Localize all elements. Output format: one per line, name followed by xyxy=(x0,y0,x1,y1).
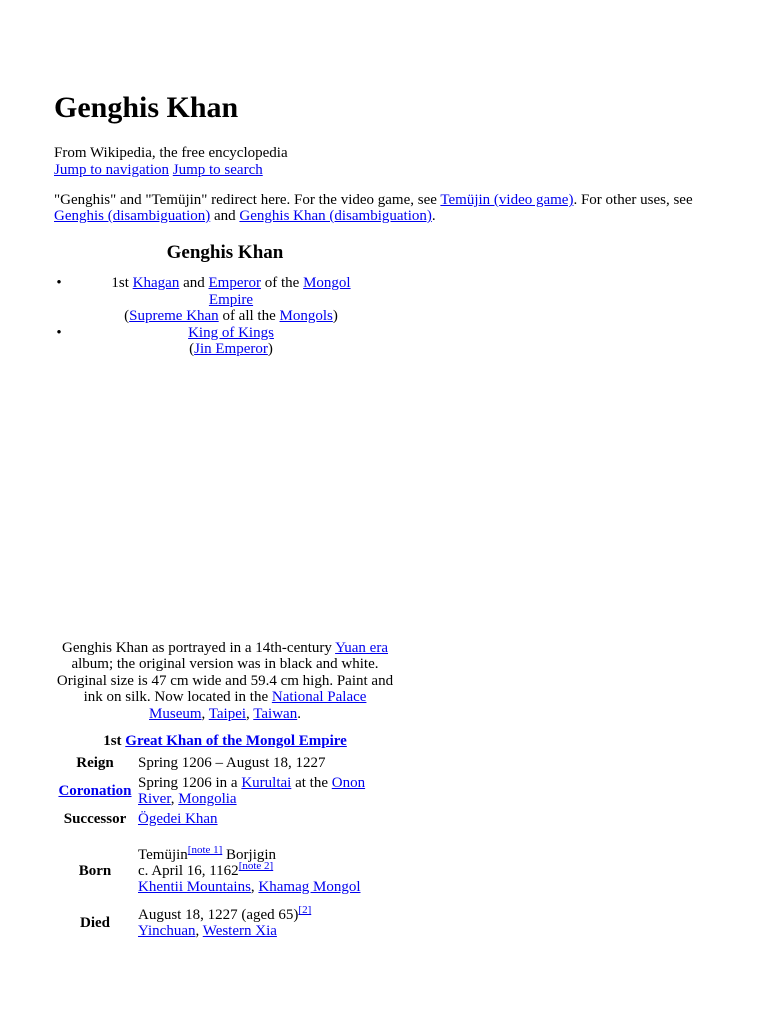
coronation-text: Spring 1206 in a xyxy=(138,775,242,791)
title-text: of the xyxy=(260,275,304,291)
khamag-mongol-link[interactable]: Khamag Mongol xyxy=(258,879,361,895)
birth-date: c. April 16, 1162 xyxy=(138,863,239,879)
great-khan-link[interactable]: Great Khan of the Mongol Empire xyxy=(125,733,347,749)
taipei-link[interactable]: Taipei xyxy=(208,705,247,722)
table-row xyxy=(54,845,390,897)
infobox-subheader xyxy=(54,731,396,751)
caption-text: , xyxy=(201,705,209,722)
note-2-link[interactable]: [note 2] xyxy=(238,860,274,872)
jin-emperor-link[interactable]: Jin Emperor xyxy=(194,341,268,357)
caption-text: album; the original version was in black and white. Original size is 47 cm wide and 59.4 cm high. Paint and ink on silk. Now located in the xyxy=(56,656,394,705)
born-label: Born xyxy=(78,863,112,879)
death-date: August 18, 1227 (aged 65) xyxy=(138,907,299,923)
caption-text: . xyxy=(297,705,301,722)
khagan-link[interactable]: Khagan xyxy=(132,275,180,291)
image-caption xyxy=(54,640,396,723)
jump-to-navigation-link[interactable]: Jump to navigation xyxy=(54,162,169,178)
list-item xyxy=(56,275,368,325)
infobox xyxy=(54,241,396,941)
table-row xyxy=(54,905,390,941)
bullet-icon: • xyxy=(56,324,62,341)
title-text: of all the xyxy=(218,308,280,324)
died-value xyxy=(136,905,390,941)
jump-to-search-link[interactable]: Jump to search xyxy=(172,162,263,178)
reign-label: Reign xyxy=(76,755,114,771)
hatnote-text: "Genghis" and "Temüjin" redirect here. For the video game, see xyxy=(54,192,441,208)
mongol-empire-link[interactable]: Mongol Empire xyxy=(208,275,351,308)
hatnote-text: and xyxy=(210,208,240,224)
table-row xyxy=(54,897,390,905)
separator: , xyxy=(195,923,203,939)
ref-2-link[interactable]: [2] xyxy=(298,904,312,916)
title-text: ) xyxy=(332,308,338,324)
national-palace-museum-link[interactable]: National Palace Museum xyxy=(149,689,367,722)
list-item xyxy=(56,324,368,358)
temujin-video-game-link[interactable]: Temüjin (video game) xyxy=(440,192,574,208)
successor-label: Successor xyxy=(63,811,127,827)
site-tagline: From Wikipedia, the free encyclopedia xyxy=(54,145,288,161)
table-row xyxy=(54,829,390,845)
birth-name: Temüjin xyxy=(138,847,188,863)
title-text: ( xyxy=(189,341,195,357)
coronation-label xyxy=(54,773,136,809)
jump-links xyxy=(54,161,263,179)
emperor-link[interactable]: Emperor xyxy=(208,275,261,291)
yuan-era-link[interactable]: Yuan era xyxy=(335,639,388,656)
caption-text: , xyxy=(246,705,254,722)
hatnote-text: . For other uses, see xyxy=(573,192,693,208)
page-title: Genghis Khan xyxy=(54,91,239,124)
ogedei-khan-link[interactable]: Ögedei Khan xyxy=(138,811,218,827)
mongolia-link[interactable]: Mongolia xyxy=(178,791,237,807)
coronation-value xyxy=(136,773,390,809)
separator: , xyxy=(250,879,259,895)
king-of-kings-link[interactable]: King of Kings xyxy=(188,324,274,341)
genghis-khan-disambiguation-link[interactable]: Genghis Khan (disambiguation) xyxy=(239,208,432,224)
mongols-link[interactable]: Mongols xyxy=(279,308,333,324)
title-text: and xyxy=(179,275,209,291)
coronation-text: , xyxy=(170,791,179,807)
subheader-prefix: 1st xyxy=(103,733,126,749)
reign-value: Spring 1206 – August 18, 1227 xyxy=(138,755,326,771)
taiwan-link[interactable]: Taiwan xyxy=(253,705,298,722)
title-text: ) xyxy=(267,341,273,357)
born-value xyxy=(136,845,390,897)
hatnote-text: . xyxy=(431,208,436,224)
supreme-khan-link[interactable]: Supreme Khan xyxy=(129,308,219,324)
coronation-link[interactable]: Coronation xyxy=(58,783,132,799)
western-xia-link[interactable]: Western Xia xyxy=(202,923,277,939)
onon-river-link[interactable]: Onon River xyxy=(138,775,366,807)
genghis-disambiguation-link[interactable]: Genghis (disambiguation) xyxy=(54,208,211,224)
title-text: 1st xyxy=(111,275,133,291)
table-row xyxy=(54,809,390,829)
successor-value xyxy=(136,809,390,829)
titles-list xyxy=(54,275,396,358)
bullet-icon: • xyxy=(56,275,62,291)
note-1-link[interactable]: [note 1] xyxy=(187,844,223,856)
infobox-title: Genghis Khan xyxy=(166,242,284,263)
caption-text: Genghis Khan as portrayed in a 14th-century xyxy=(61,639,336,656)
yinchuan-link[interactable]: Yinchuan xyxy=(138,923,196,939)
facts-table xyxy=(54,753,390,941)
coronation-text: at the xyxy=(291,775,332,791)
died-label: Died xyxy=(80,915,110,931)
table-row xyxy=(54,753,390,773)
kurultai-link[interactable]: Kurultai xyxy=(241,775,292,791)
khentii-mountains-link[interactable]: Khentii Mountains xyxy=(138,879,251,895)
hatnote xyxy=(54,192,714,224)
title-text: ( xyxy=(124,308,130,324)
table-row xyxy=(54,773,390,809)
portrait-image-placeholder[interactable] xyxy=(54,358,396,640)
birth-surname: Borjigin xyxy=(222,847,277,863)
